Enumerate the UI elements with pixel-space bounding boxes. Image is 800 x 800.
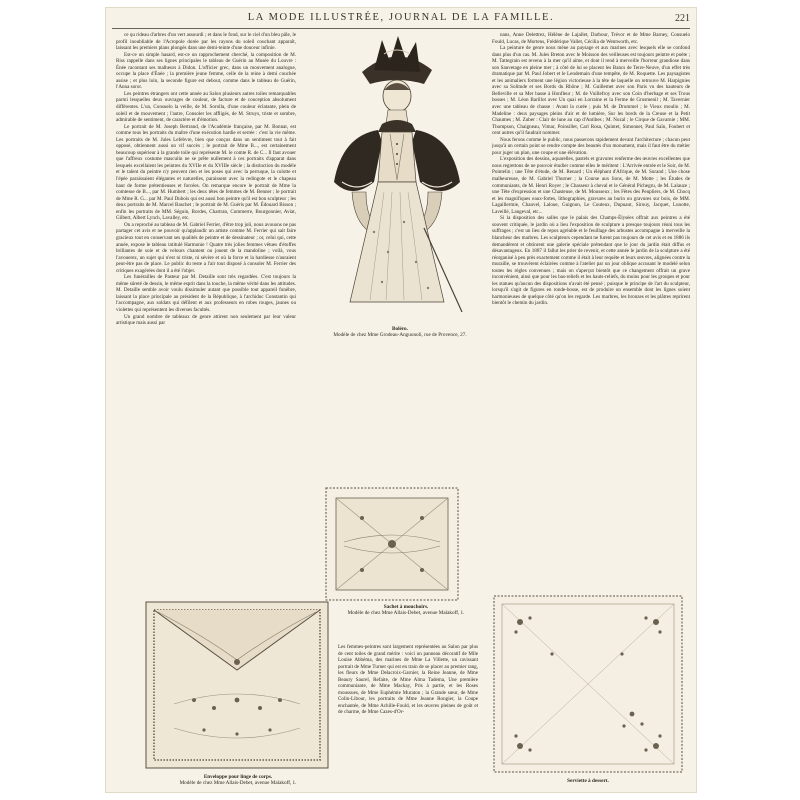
serviette-caption: [492, 778, 684, 784]
newspaper-page: [106, 8, 696, 792]
enveloppe-engraving: [144, 600, 330, 770]
page-number: 221: [675, 13, 690, 24]
text-column-right: [492, 32, 690, 588]
text-middle-upper: [302, 424, 470, 484]
paragraph: La peinture de genre nous mène au paysage et aux marines avec lesquels elle se confond dans plus d'un cas. M. Jules Breton avec le Moisson des veilleuses est toujours peintre et poète ; M. Tattegrain est revenu à la mer qu'il aime, et dont il rend à merveille l'horreur grandiose dans son Sauvetage en pleine mer ; à côté de lui se placent les Bancs de Terre-Neuve, d'un effet très dramatique par M. Paul Jobert et le Lendemain d'une tempête, de M. Roquette. Les paysagistes et les animaliers forment une légion victorieuse à la tête de laquelle on retrouve M. Harpignies avec sa Solitude et ses Bords du Rhône ; M. Guillemet avec son Paris vu des hauteurs de Belleville et sa Mer basse à Honfleur ; M. de Vuillefroy avec son Coin d'herbage et ses Trous bosses ; M. Léon Barillot avec Un quai en Lorraine et la Ferme de Grosmenil ; M. Tavernier avec une tableau de chasse : Avant la curée ; puis M. de Drummel ; le Vieux moulin ; M. Madeline : deux paysages pleins d'air et de lumière, Sur les bords de la Creuse et la Petit Chaumes ; M. Zuber : Clair de lune au cap d'Antibes ; M. Nozal ; le Cirque de Gavarnie ; MM. Thompson, Chaigneau, Vimar, Poinsillet, Carl Rosa, Quintet, Simonnet, Paul Saïn, Foubert et cent autres qu'il faudrait nommer.: [492, 45, 690, 137]
paragraph: L'exposition des dessins, aquarelles, pastels et gravures renferme des œuvres excellentes que nous regrettons de ne pouvoir étudier comme elles le méritent : L'Arrivée entrée et le Soir, de M. Pointelin ; une Tête d'étude, de M. Renard ; Un éléphant d'Afrique, de M. Surand ; Une chose malheureuse, de M. Gabriel Thurner ; la Course aux lions, de M. Motte ; les Études de communiants, de M. Henri Royer ; le Chasseur à cheval et le Général Pichegru, de M. Lalauze ; une Tête d'expression et une Chasteuse, de M. Mousseux ; les Fêtes des Peupliers, de M. Chocq et les magnifiques eaux-fortes, lithographies, gravures au burin ou gravures sur bois, de MM. Lagaillermie, Chauvel, Laloue, Guignon, Le Couteux, Dupuaut, Sirouy, Jacquet, Lunotte, Laveillé, Langeval, etc...: [492, 156, 690, 215]
bolero-engraving: [312, 32, 482, 322]
page-header: LA MODE ILLUSTRÉE, JOURNAL DE LA FAMILLE.: [247, 12, 555, 23]
paragraph: Est-ce un simple hasard, est-ce un rapprochement cherché, la composition de M. Riss rappelle dans ses lignes principales le tableau de Guérin au Musée du Louvre : Énée racontant ses malheurs à Didon. L'officier grec, dans un mouvement analogue, occupe la place d'Énée ; la première jeune femme, celle de la reine à demi couchée assise ; et plus loin, la seconde figure est debout, comme dans le tableau de Guérin, l'Anna soror.: [116, 51, 296, 91]
serviette-caption-title: Serviette à dessert.: [567, 778, 609, 784]
paragraph: Le portrait de M. Joseph Bertrand, de l'Académie française, par M. Bonnat, est comme tous les portraits du maître d'une exécution hardie et serrée : c'est la vie même. Les portraits de M. Jules Lefebvre, bien que conçus dans un sentiment tout à fait opposé, obtiennent aussi un vif succès ; le portrait de Mme B..., est certainement beaucoup supérieur à la grande toile qui représente M. le comte R. de C... Il faut avouer que l'affreux costume masculin ne se prête nullement à ces portraits d'apparat dans lesquels excellaient les peintres du XVIIe et du XVIIIe siècle ; la distinction du modèle et le talent du peintre n'y peuvent rien et les poses qui avec la perruque, la culotte et l'épée paraissaient élégantes et naturelles, paraissent avec la redingote et le chapeau haut de forme prétentieuses et forcées. On remarque encore le portrait de Mme la comtesse de B..., par M. Humbert ; les deux têtes de femmes de M. Benner ; le portrait de Mme R. G... par M. Paul Dubois qui est aussi bon peintre qu'il est bon sculpteur ; les deux portraits de M. Marcel Baschet ; le portrait de M. Guéris par M. Édouard Bisson ; enfin les portraits de MM. Séguin, Bordes, Chartran, Commerre, Bourgonnier, Aviat, Gilbert, Albert Lynch, Lavalley, etc.: [116, 123, 296, 222]
paragraph: Nous ferons comme le public, nous passerons rapidement devant l'architecture ; chacun peut jusqu'à un certain point se rendre compte des beautés d'un monument, mais il faut être du métier pour juger un plan, une coupe et une élévation.: [492, 136, 690, 156]
paragraph: Les peintres étrangers ont cette année au Salon plusieurs autres toiles remarquables parmi lesquelles deux ouvrages de couleur, de facture et de conception absolument différentes. L'un, Consuelo la veille, de M. Sorolla, d'une couleur éclatante, plein de soleil et de mouvement ; l'autre, Consoler les affligés, de M. Struys, triste et sombre, admirable de sentiment, de caractère et d'émotion.: [116, 90, 296, 124]
header-rule: [112, 28, 690, 29]
sachet-caption-text-block: [318, 604, 494, 617]
paragraph: Si la disposition des salles que le palais des Champs-Élysées offrait aux peintres a été souvent critiquée, le jardin où a lieu l'exposition de sculpture a presque toujours réuni tous les suffrages ; c'est un lieu de repos agréable et le feuillage des arbustes accompagne à merveille la blancheur des marbres. Les sculpteurs cependant ne furent pas toujours de cet avis et en 1886 ils demandèrent et obtinrent une galerie spéciale prétendant que le jour du jardin était diffus et désavantageux. En 1887 il fallut les prier de revenir, et cette année le jardin de la sculpture a été réorganisé à peu près exactement comme il était à leur requête et leurs œuvres, alignées contre la muraille, se trouvèrent éclairées comme à l'atelier par un jour oblique accusant le modelé selon toutes les règles convenues ; mais on s'aperçut bientôt que ce changement offrait un grave inconvénient, ainsi que pour les bas-reliefs et les hauts-reliefs, du moins pour les groupes et pour les statues qu'aucun des dispositions n'avait été pensé ; puisque le principe de l'art du sculpteur, lorsqu'il s'agit de figures en ronde-bosse, est de produire un ensemble dont les lignes soient harmonieuses de quelque côté qu'on les regarde. Les marbres, les bronzes et les plâtres reprirent bientôt le chemin du jardin.: [492, 215, 690, 307]
enveloppe-caption: [144, 774, 332, 787]
serviette-engraving: [492, 594, 684, 774]
paragraph: Les funérailles de Pasteur par M. Detaille sont très regardées. C'est toujours la même sûreté de dessin, le même esprit dans la touche, la même vérité dans les attitudes. M. Detaille semble avoir voulu dissimuler autant que possible tout appareil funèbre, laissant la place principale au président de la République, à l'archiduc Constantin qui l'accompagne, aux soldats qui défilent et aux professeurs en robes rouges, jaunes ou violettes qui représentent les diverses facultés.: [116, 274, 296, 313]
bolero-caption: [312, 326, 488, 339]
enveloppe-caption-text: Modèle de chez Mme Allais-Debet, avenue Malakoff, 1.: [179, 780, 297, 787]
sachet-caption-title: Sachet à mouchoirs.: [383, 604, 429, 610]
enveloppe-caption-title: Enveloppe pour linge de corps.: [203, 774, 273, 780]
text-column-left: [116, 32, 296, 592]
paragraph: On a reproché au tableau de M. Gabriel Ferrier, d'être trop joli, nous avouons ne pas partager cet avis et ne pouvoir qu'applaudir un artiste comme M. Ferrier qui sait faire gracieux tout en conservant ses qualités de peintre et de dessinateur ; or, celui qui, cette année, expose le tableau intitulé Harmonie ! Quatre très jolies femmes vêtues d'étoffes brillantes de soie et de velours chantent ou jouent de la mandoline ; voilà, vous l'avouerez, un sujet qui n'est ni triste, ni sévère et où la force et la hardiesse n'auraient peut-être pas de place. Le public du reste a l'air tout disposé à consoler M. Ferrier des critiques exagérées dont il a été l'objet.: [116, 221, 296, 274]
paragraph: Un grand nombre de tableaux de genre attirent non seulement par leur valeur artistique mais aussi par: [116, 313, 296, 327]
text-column-middle: Les femmes-peintres sont largement représentées au Salon par plus de cent toiles de grand mérite : voici un panneau décoratif de Mlle Louise Abbéma, des marines de Mme La Villette, un ravissant portrait de Mme Turner qui est en train de se placer au premier rang, les fleurs de Mme Delacroix-Garnier, la Reine Jeanne, de Mme Beaury Saurel, Refaite, de Mme Alma Tadema, Une première communiante, de Mme Mackay, Pris à partie, et les Roses moussues, de Mme Euphémie Muraton ; la Grande sœur, de Mme Colin-Libour, les portraits de Mme Jeanne Rongier, la Coupe enchantée, de Mme Achille-Fould, et les œuvres pleines de goût et de charme, de Mme Cazes-d'Or-: [338, 644, 478, 716]
bolero-caption-title: Boléro.: [392, 326, 408, 332]
sachet-engraving: [322, 484, 462, 604]
sachet-caption-text: Modèle de chez Mme Allais-Debet, avenue Malakoff, 1.: [347, 610, 465, 617]
paragraph: ce qu rideau d'arbres d'un vert assourdi ; et dans le fond, sur le ciel d'un bleu pâle, le profil inoubliable de l'Acropole dorée par les rayons du soleil couchant apparaît, laissant les premiers plans plongés dans une demi-teinte d'une douceur infinie.: [116, 32, 296, 52]
paragraph: nans, Anne Delettrez, Hélène de Lajallet, Darbour, Trévor et de Mme Barney, Consuelo Fould, Lucas, de Mortens, Frédérique Vallet, Cécilia de Wentworth, etc.: [492, 32, 690, 45]
bolero-caption-text: Modèle de chez Mme Grodeau-Anguonoli, rue de Provence, 27.: [333, 332, 467, 339]
